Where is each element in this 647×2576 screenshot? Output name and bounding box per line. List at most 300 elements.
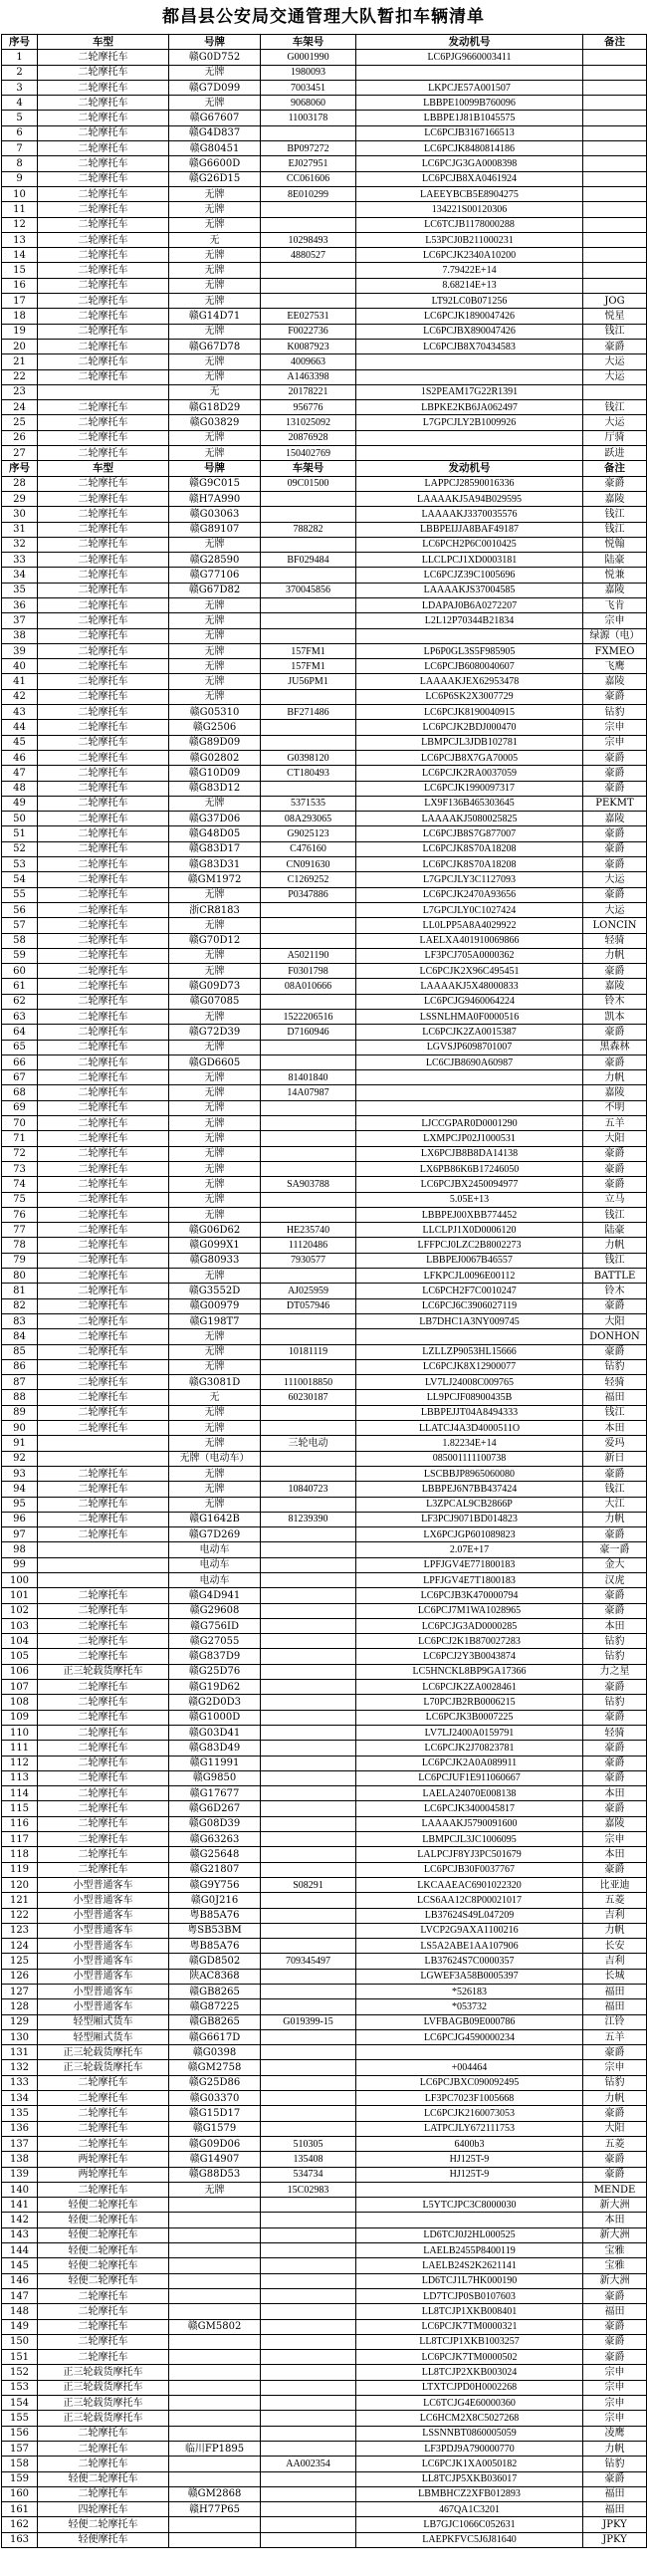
cell-engine-number [356, 1100, 583, 1115]
cell-frame-number [261, 1207, 356, 1222]
cell-engine-number: LAAAAKJ5X48000833 [356, 979, 583, 994]
cell-plate: 赣H7A990 [169, 491, 261, 506]
cell-remark: 豪爵 [583, 2350, 647, 2365]
cell-frame-number: 7930577 [261, 1253, 356, 1268]
cell-frame-number [261, 1054, 356, 1069]
table-row [2, 156, 647, 171]
cell-index: 145 [2, 2258, 38, 2273]
cell-remark: JOG [583, 294, 647, 309]
cell-engine-number: LBBPEJ00XBB774452 [356, 1207, 583, 1222]
cell-engine-number: L3ZPCAL9CB2866P [356, 1497, 583, 1512]
cell-engine-number: LX6PCJB8B8DA14138 [356, 1146, 583, 1161]
cell-plate [169, 2243, 261, 2258]
table-row [2, 125, 647, 140]
table-row [2, 446, 647, 461]
cell-remark: 宝雅 [583, 2243, 647, 2258]
cell-remark: 飞鹰 [583, 659, 647, 674]
cell-frame-number: 11003178 [261, 111, 356, 125]
cell-plate: 赣G3552D [169, 1284, 261, 1298]
cell-vehicle-type: 轻便二轮摩托车 [38, 2243, 169, 2258]
cell-plate: 无牌 [169, 1436, 261, 1451]
cell-vehicle-type: 轻便二轮摩托车 [38, 2258, 169, 2273]
cell-plate: 赣G4D837 [169, 125, 261, 140]
cell-remark: JPKY [583, 2532, 647, 2547]
table-row [2, 2182, 647, 2197]
cell-remark: 悦兼 [583, 568, 647, 583]
cell-frame-number [261, 735, 356, 750]
cell-vehicle-type: 小型普通客车 [38, 1954, 169, 1969]
cell-remark: 钱江 [583, 1253, 647, 1268]
cell-frame-number: 09C01500 [261, 476, 356, 491]
cell-plate: 无牌 [169, 1010, 261, 1025]
cell-frame-number [261, 1923, 356, 1938]
cell-frame-number [261, 1572, 356, 1587]
cell-vehicle-type: 正三轮载货摩托车 [38, 2396, 169, 2411]
cell-frame-number: P0347886 [261, 887, 356, 902]
cell-vehicle-type: 二轮摩托车 [38, 964, 169, 979]
cell-plate: 无牌 [169, 948, 261, 963]
cell-engine-number: LBMPCJL3JDB102781 [356, 735, 583, 750]
cell-plate: 无牌 [169, 278, 261, 293]
cell-vehicle-type: 二轮摩托车 [38, 1116, 169, 1131]
table-body [2, 35, 647, 2548]
cell-remark: FXMEO [583, 643, 647, 658]
cell-index: 116 [2, 1816, 38, 1831]
cell-plate [169, 2273, 261, 2288]
cell-plate: 赣G37D06 [169, 812, 261, 826]
cell-remark: 豪爵 [583, 2288, 647, 2303]
cell-index: 97 [2, 1527, 38, 1542]
cell-engine-number: LC6PCJK2J70823781 [356, 1741, 583, 1756]
cell-plate: 浙CR8183 [169, 902, 261, 917]
cell-vehicle-type: 二轮摩托车 [38, 1085, 169, 1100]
cell-vehicle-type [38, 1451, 169, 1466]
cell-remark: JPKY [583, 2517, 647, 2532]
cell-plate: 赣G03D41 [169, 1725, 261, 1740]
cell-frame-number [261, 2334, 356, 2349]
cell-plate [169, 2288, 261, 2303]
cell-vehicle-type: 二轮摩托车 [38, 568, 169, 583]
cell-engine-number [356, 628, 583, 643]
cell-index: 47 [2, 766, 38, 781]
cell-engine-number: LAEPKFVC5J6J81640 [356, 2532, 583, 2547]
cell-frame-number [261, 2227, 356, 2242]
cell-plate: 赣G14D71 [169, 309, 261, 324]
cell-plate: 无牌 [169, 263, 261, 278]
cell-frame-number [261, 1131, 356, 1146]
cell-remark: 豪爵 [583, 1177, 647, 1192]
cell-vehicle-type: 轻便二轮摩托车 [38, 2213, 169, 2227]
cell-frame-number: 08A293065 [261, 812, 356, 826]
cell-remark: 豪爵 [583, 1466, 647, 1481]
cell-vehicle-type: 二轮摩托车 [38, 2075, 169, 2090]
cell-remark: 吉利 [583, 1908, 647, 1923]
cell-frame-number [261, 294, 356, 309]
table-row [2, 2121, 647, 2136]
cell-index: 55 [2, 887, 38, 902]
cell-frame-number: 10840723 [261, 1482, 356, 1497]
cell-frame-number [261, 1770, 356, 1785]
table-row [2, 1466, 647, 1481]
cell-frame-number [261, 1816, 356, 1831]
cell-vehicle-type: 二轮摩托车 [38, 1329, 169, 1344]
cell-remark: 力帆 [583, 1512, 647, 1526]
cell-remark: 豪爵 [583, 2167, 647, 2182]
cell-vehicle-type: 二轮摩托车 [38, 1680, 169, 1695]
cell-index: 89 [2, 1405, 38, 1420]
cell-remark [583, 156, 647, 171]
table-row [2, 597, 647, 612]
cell-engine-number: 085001111100738 [356, 1451, 583, 1466]
cell-remark: 豪爵 [583, 887, 647, 902]
cell-index: 100 [2, 1572, 38, 1587]
cell-frame-number [261, 1466, 356, 1481]
cell-plate: 赣G48D05 [169, 826, 261, 841]
table-row [2, 186, 647, 201]
table-row [2, 1177, 647, 1192]
cell-index: 70 [2, 1116, 38, 1131]
cell-vehicle-type: 二轮摩托车 [38, 1725, 169, 1740]
cell-engine-number: LFKPCJL0096E00112 [356, 1269, 583, 1284]
cell-index: 131 [2, 2045, 38, 2060]
cell-engine-number: LC6PCJBXC090092495 [356, 2075, 583, 2090]
cell-plate: 无 [169, 1390, 261, 1405]
cell-frame-number: 11120486 [261, 1238, 356, 1253]
cell-frame-number: G019399-15 [261, 2014, 356, 2029]
cell-remark: 不明 [583, 1100, 647, 1115]
cell-engine-number: LV7LJ24008C009765 [356, 1375, 583, 1390]
cell-vehicle-type: 二轮摩托车 [38, 2486, 169, 2501]
cell-vehicle-type: 二轮摩托车 [38, 294, 169, 309]
table-row [2, 2288, 647, 2303]
cell-frame-number: 14A07987 [261, 1085, 356, 1100]
cell-index: 119 [2, 1862, 38, 1877]
cell-index: 69 [2, 1100, 38, 1115]
cell-vehicle-type: 二轮摩托车 [38, 2426, 169, 2441]
cell-vehicle-type: 二轮摩托车 [38, 1816, 169, 1831]
cell-vehicle-type: 二轮摩托车 [38, 263, 169, 278]
cell-remark: 长城 [583, 1969, 647, 1984]
cell-frame-number [261, 1908, 356, 1923]
cell-frame-number: 8E010299 [261, 186, 356, 201]
cell-frame-number [261, 1192, 356, 1207]
cell-plate [169, 2380, 261, 2395]
table-row [2, 1512, 647, 1526]
cell-remark: 力之星 [583, 1664, 647, 1679]
cell-index: 109 [2, 1710, 38, 1725]
cell-vehicle-type: 二轮摩托车 [38, 80, 169, 95]
table-row [2, 1375, 647, 1390]
cell-frame-number: F0022736 [261, 324, 356, 339]
cell-index: 106 [2, 1664, 38, 1679]
cell-plate: 无牌 [169, 1421, 261, 1436]
cell-plate: 无牌 [169, 369, 261, 384]
cell-engine-number: LC6TCJG4E60000360 [356, 2396, 583, 2411]
cell-vehicle-type: 二轮摩托车 [38, 354, 169, 369]
cell-engine-number: L2L12P70344B21834 [356, 613, 583, 628]
cell-frame-number [261, 720, 356, 735]
table-row [2, 948, 647, 963]
cell-plate: 赣G89107 [169, 522, 261, 537]
cell-vehicle-type: 二轮摩托车 [38, 1298, 169, 1313]
cell-index: 74 [2, 1177, 38, 1192]
cell-index: 125 [2, 1954, 38, 1969]
cell-frame-number: 1110018850 [261, 1375, 356, 1390]
table-row [2, 1359, 647, 1374]
cell-index: 44 [2, 720, 38, 735]
cell-engine-number: LFFPCJ0LZC2B8002273 [356, 1238, 583, 1253]
cell-engine-number: LB37624S7C0000357 [356, 1954, 583, 1969]
table-row [2, 2091, 647, 2106]
cell-vehicle-type: 二轮摩托车 [38, 1634, 169, 1649]
cell-engine-number: LAAAAKJS37004585 [356, 583, 583, 597]
cell-frame-number: 81239390 [261, 1512, 356, 1526]
cell-engine-number: LC6PCH2F7C0010247 [356, 1284, 583, 1298]
cell-vehicle-type: 二轮摩托车 [38, 1786, 169, 1801]
cell-vehicle-type: 二轮摩托车 [38, 522, 169, 537]
cell-plate [169, 2258, 261, 2273]
table-row [2, 1298, 647, 1313]
cell-engine-number: LS5A2ABE1AA107906 [356, 1939, 583, 1954]
cell-plate: 赣GB8265 [169, 2014, 261, 2029]
cell-vehicle-type: 轻便二轮摩托车 [38, 2273, 169, 2288]
cell-engine-number: LC6PCJG3AD0000285 [356, 1618, 583, 1633]
cell-index: 20 [2, 339, 38, 353]
cell-remark: 本田 [583, 2213, 647, 2227]
cell-plate: 赣G14907 [169, 2152, 261, 2167]
cell-plate: 赣G03063 [169, 507, 261, 522]
cell-remark: 金大 [583, 1557, 647, 1572]
cell-plate: 无牌 [169, 1497, 261, 1512]
cell-index: 43 [2, 705, 38, 720]
cell-vehicle-type: 二轮摩托车 [38, 400, 169, 415]
table-row [2, 2258, 647, 2273]
cell-remark: 钱江 [583, 400, 647, 415]
cell-plate: 无牌 [169, 294, 261, 309]
cell-plate: 赣G1579 [169, 2121, 261, 2136]
cell-frame-number: 08A010666 [261, 979, 356, 994]
cell-frame-number [261, 2411, 356, 2426]
cell-plate: 赣G83D12 [169, 781, 261, 796]
table-row [2, 2304, 647, 2319]
cell-index: 4 [2, 96, 38, 111]
cell-engine-number: LC6PCJK2ZA0015387 [356, 1025, 583, 1040]
cell-engine-number: LX6PCJGP601089823 [356, 1527, 583, 1542]
cell-remark: 豪爵 [583, 1025, 647, 1040]
cell-plate: 粤B85A76 [169, 1939, 261, 1954]
cell-plate: 赣G1642B [169, 1512, 261, 1526]
cell-remark: 钱江 [583, 1405, 647, 1420]
column-header-engine-number: 发动机号 [356, 35, 583, 50]
cell-index: 156 [2, 2426, 38, 2441]
table-row [2, 339, 647, 353]
cell-engine-number: LX9F136B465303645 [356, 796, 583, 811]
cell-index: 142 [2, 2213, 38, 2227]
cell-vehicle-type: 两轮摩托车 [38, 2167, 169, 2182]
table-row [2, 2350, 647, 2365]
table-row [2, 2213, 647, 2227]
cell-vehicle-type: 二轮摩托车 [38, 1223, 169, 1238]
cell-index: 137 [2, 2136, 38, 2151]
cell-vehicle-type: 二轮摩托车 [38, 217, 169, 232]
cell-index: 3 [2, 80, 38, 95]
table-row [2, 2014, 647, 2029]
table-row [2, 1313, 647, 1328]
cell-engine-number: LC6TCJB1178000288 [356, 217, 583, 232]
cell-engine-number: LT92LC0B071256 [356, 294, 583, 309]
cell-frame-number [261, 2060, 356, 2075]
cell-engine-number: LC6PCJG4590000234 [356, 2029, 583, 2044]
cell-engine-number: L5YTCJPC3C8000030 [356, 2198, 583, 2213]
cell-frame-number: CN091630 [261, 857, 356, 872]
table-row [2, 1954, 647, 1969]
cell-index: 161 [2, 2502, 38, 2517]
table-row [2, 841, 647, 856]
cell-remark: 福田 [583, 2502, 647, 2517]
cell-vehicle-type: 小型普通客车 [38, 1939, 169, 1954]
table-row [2, 766, 647, 781]
cell-frame-number [261, 125, 356, 140]
cell-engine-number: L53PCJ0B211000231 [356, 232, 583, 247]
cell-plate: 赣G83D49 [169, 1741, 261, 1756]
cell-remark: 豪爵 [583, 1603, 647, 1618]
column-header-plate: 号牌 [169, 35, 261, 50]
table-row [2, 430, 647, 445]
cell-vehicle-type: 二轮摩托车 [38, 841, 169, 856]
cell-plate: 无牌 [169, 186, 261, 201]
table-row [2, 1116, 647, 1131]
cell-vehicle-type: 二轮摩托车 [38, 857, 169, 872]
cell-remark: 大阳 [583, 1313, 647, 1328]
cell-remark: 宗申 [583, 2365, 647, 2380]
cell-index: 85 [2, 1344, 38, 1359]
cell-remark: 新大洲 [583, 2273, 647, 2288]
cell-index: 75 [2, 1192, 38, 1207]
cell-index: 39 [2, 643, 38, 658]
cell-vehicle-type: 二轮摩托车 [38, 1588, 169, 1603]
cell-vehicle-type: 二轮摩托车 [38, 232, 169, 247]
cell-engine-number: LC6PCJK7TM0000321 [356, 2319, 583, 2334]
cell-engine-number: LC6PCJK3400045817 [356, 1801, 583, 1816]
cell-engine-number: LC6PJG9660003411 [356, 50, 583, 65]
cell-remark: 钻豹 [583, 2457, 647, 2471]
cell-vehicle-type: 二轮摩托车 [38, 1284, 169, 1298]
cell-plate: 无牌 [169, 1146, 261, 1161]
cell-plate: 赣G03370 [169, 2091, 261, 2106]
cell-frame-number: 1522206516 [261, 1010, 356, 1025]
cell-engine-number: LC6PCJB8X7GA70005 [356, 750, 583, 765]
cell-engine-number: LX6PB86K6B17246050 [356, 1161, 583, 1176]
cell-frame-number: 131025092 [261, 415, 356, 430]
cell-engine-number [356, 430, 583, 445]
cell-index: 90 [2, 1421, 38, 1436]
cell-vehicle-type: 二轮摩托车 [38, 613, 169, 628]
cell-frame-number [261, 1359, 356, 1374]
cell-vehicle-type: 二轮摩托车 [38, 1695, 169, 1710]
column-header-vehicle-type: 车型 [38, 35, 169, 50]
cell-vehicle-type: 二轮摩托车 [38, 781, 169, 796]
cell-remark: 豪爵 [583, 857, 647, 872]
cell-plate: 无牌 [169, 1359, 261, 1374]
cell-remark: 大运 [583, 369, 647, 384]
cell-vehicle-type: 二轮摩托车 [38, 2106, 169, 2121]
cell-engine-number: LL8TCJP1XKB1003257 [356, 2334, 583, 2349]
cell-plate: 赣G11991 [169, 1756, 261, 1770]
cell-engine-number: LF3PC7023F1005668 [356, 2091, 583, 2106]
cell-frame-number [261, 1893, 356, 1908]
table-row [2, 1786, 647, 1801]
cell-vehicle-type: 轻型厢式货车 [38, 2014, 169, 2029]
cell-vehicle-type: 轻便二轮摩托车 [38, 2227, 169, 2242]
cell-engine-number: LLCLPJ1X0D0006120 [356, 1223, 583, 1238]
cell-engine-number: 134221S00120306 [356, 202, 583, 217]
cell-vehicle-type: 二轮摩托车 [38, 2457, 169, 2471]
cell-frame-number [261, 1664, 356, 1679]
cell-vehicle-type: 轻便二轮摩托车 [38, 2471, 169, 2486]
cell-engine-number: LC6PCJB30F0037767 [356, 1862, 583, 1877]
cell-engine-number: LC5HNCKL8BP9GA17366 [356, 1664, 583, 1679]
cell-plate: 无牌 [169, 796, 261, 811]
cell-engine-number: 1.82234E+14 [356, 1436, 583, 1451]
cell-engine-number: LBPKE2KB6JA062497 [356, 400, 583, 415]
cell-plate: 电动车 [169, 1572, 261, 1587]
cell-plate [169, 2426, 261, 2441]
cell-index: 104 [2, 1634, 38, 1649]
cell-index: 52 [2, 841, 38, 856]
cell-vehicle-type: 二轮摩托车 [38, 979, 169, 994]
cell-plate: 赣G00979 [169, 1298, 261, 1313]
table-row [2, 1527, 647, 1542]
cell-vehicle-type: 二轮摩托车 [38, 597, 169, 612]
cell-vehicle-type: 二轮摩托车 [38, 2350, 169, 2365]
cell-remark: 宗申 [583, 720, 647, 735]
cell-plate: 赣GD6605 [169, 1054, 261, 1069]
cell-vehicle-type: 轻型厢式货车 [38, 2029, 169, 2044]
cell-plate: 赣G25D86 [169, 2075, 261, 2090]
cell-remark: 五羊 [583, 2029, 647, 2044]
table-row [2, 2198, 647, 2213]
cell-vehicle-type: 二轮摩托车 [38, 2304, 169, 2319]
cell-engine-number: LC6PCJG3GA0008398 [356, 156, 583, 171]
table-row [2, 2471, 647, 2486]
cell-remark [583, 232, 647, 247]
cell-frame-number: 150402769 [261, 446, 356, 461]
table-row [2, 1344, 647, 1359]
cell-vehicle-type: 二轮摩托车 [38, 1313, 169, 1328]
cell-frame-number [261, 2517, 356, 2532]
cell-vehicle-type: 二轮摩托车 [38, 1862, 169, 1877]
cell-engine-number: LC6PCJK2ZA0028461 [356, 1680, 583, 1695]
cell-frame-number [261, 568, 356, 583]
cell-frame-number: 9068060 [261, 96, 356, 111]
cell-remark [583, 186, 647, 201]
cell-vehicle-type: 二轮摩托车 [38, 583, 169, 597]
cell-index: 14 [2, 248, 38, 263]
cell-remark: 力帆 [583, 2441, 647, 2456]
cell-engine-number: LAAAAKJ3370035576 [356, 507, 583, 522]
cell-engine-number: LC6HCM2X8C5027268 [356, 2411, 583, 2426]
table-row [2, 750, 647, 765]
cell-vehicle-type: 二轮摩托车 [38, 1359, 169, 1374]
cell-engine-number [356, 1070, 583, 1085]
cell-engine-number: LBMBHCZ2XFB012893 [356, 2486, 583, 2501]
cell-engine-number: LVFBAGB09E000786 [356, 2014, 583, 2029]
cell-index: 35 [2, 583, 38, 597]
cell-vehicle-type: 二轮摩托车 [38, 2441, 169, 2456]
cell-plate: 无牌 [169, 1344, 261, 1359]
cell-plate: 赣G06D62 [169, 1223, 261, 1238]
table-row [2, 2273, 647, 2288]
